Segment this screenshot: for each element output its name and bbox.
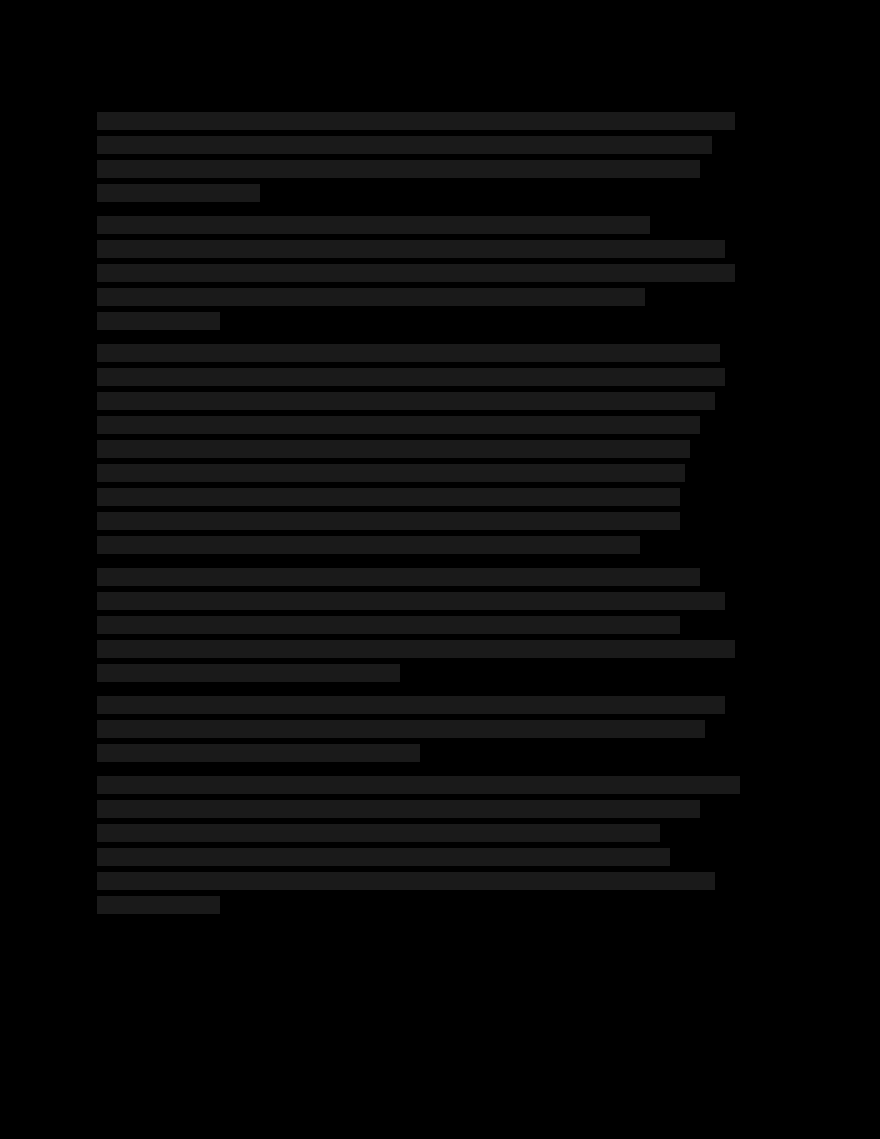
redacted-text-line <box>97 112 735 130</box>
redacted-text-line <box>97 288 645 306</box>
redacted-text-line <box>97 720 705 738</box>
redacted-text-line <box>97 440 690 458</box>
redacted-text-line <box>97 240 725 258</box>
redacted-text-line <box>97 392 715 410</box>
redacted-text-line <box>97 368 725 386</box>
redacted-text-line <box>97 896 220 914</box>
redacted-text-line <box>97 776 740 794</box>
redacted-text-line <box>97 312 220 330</box>
redacted-text-line <box>97 568 700 586</box>
redacted-text-line <box>97 488 680 506</box>
redacted-text-line <box>97 160 700 178</box>
redacted-text-line <box>97 696 725 714</box>
redacted-text-line <box>97 800 700 818</box>
redacted-text-line <box>97 536 640 554</box>
redacted-text-line <box>97 464 685 482</box>
redacted-text-line <box>97 216 650 234</box>
redacted-text-line <box>97 616 680 634</box>
redacted-text-line <box>97 848 670 866</box>
redacted-text-line <box>97 664 400 682</box>
redacted-text-line <box>97 344 720 362</box>
redacted-text-line <box>97 136 712 154</box>
redacted-text-line <box>97 640 735 658</box>
redacted-text-line <box>97 872 715 890</box>
redacted-text-line <box>97 512 680 530</box>
redacted-text-line <box>97 416 700 434</box>
redacted-text-line <box>97 592 725 610</box>
redacted-text-line <box>97 824 660 842</box>
redacted-text-line <box>97 264 735 282</box>
redacted-text-line <box>97 184 260 202</box>
redacted-text-line <box>97 744 420 762</box>
